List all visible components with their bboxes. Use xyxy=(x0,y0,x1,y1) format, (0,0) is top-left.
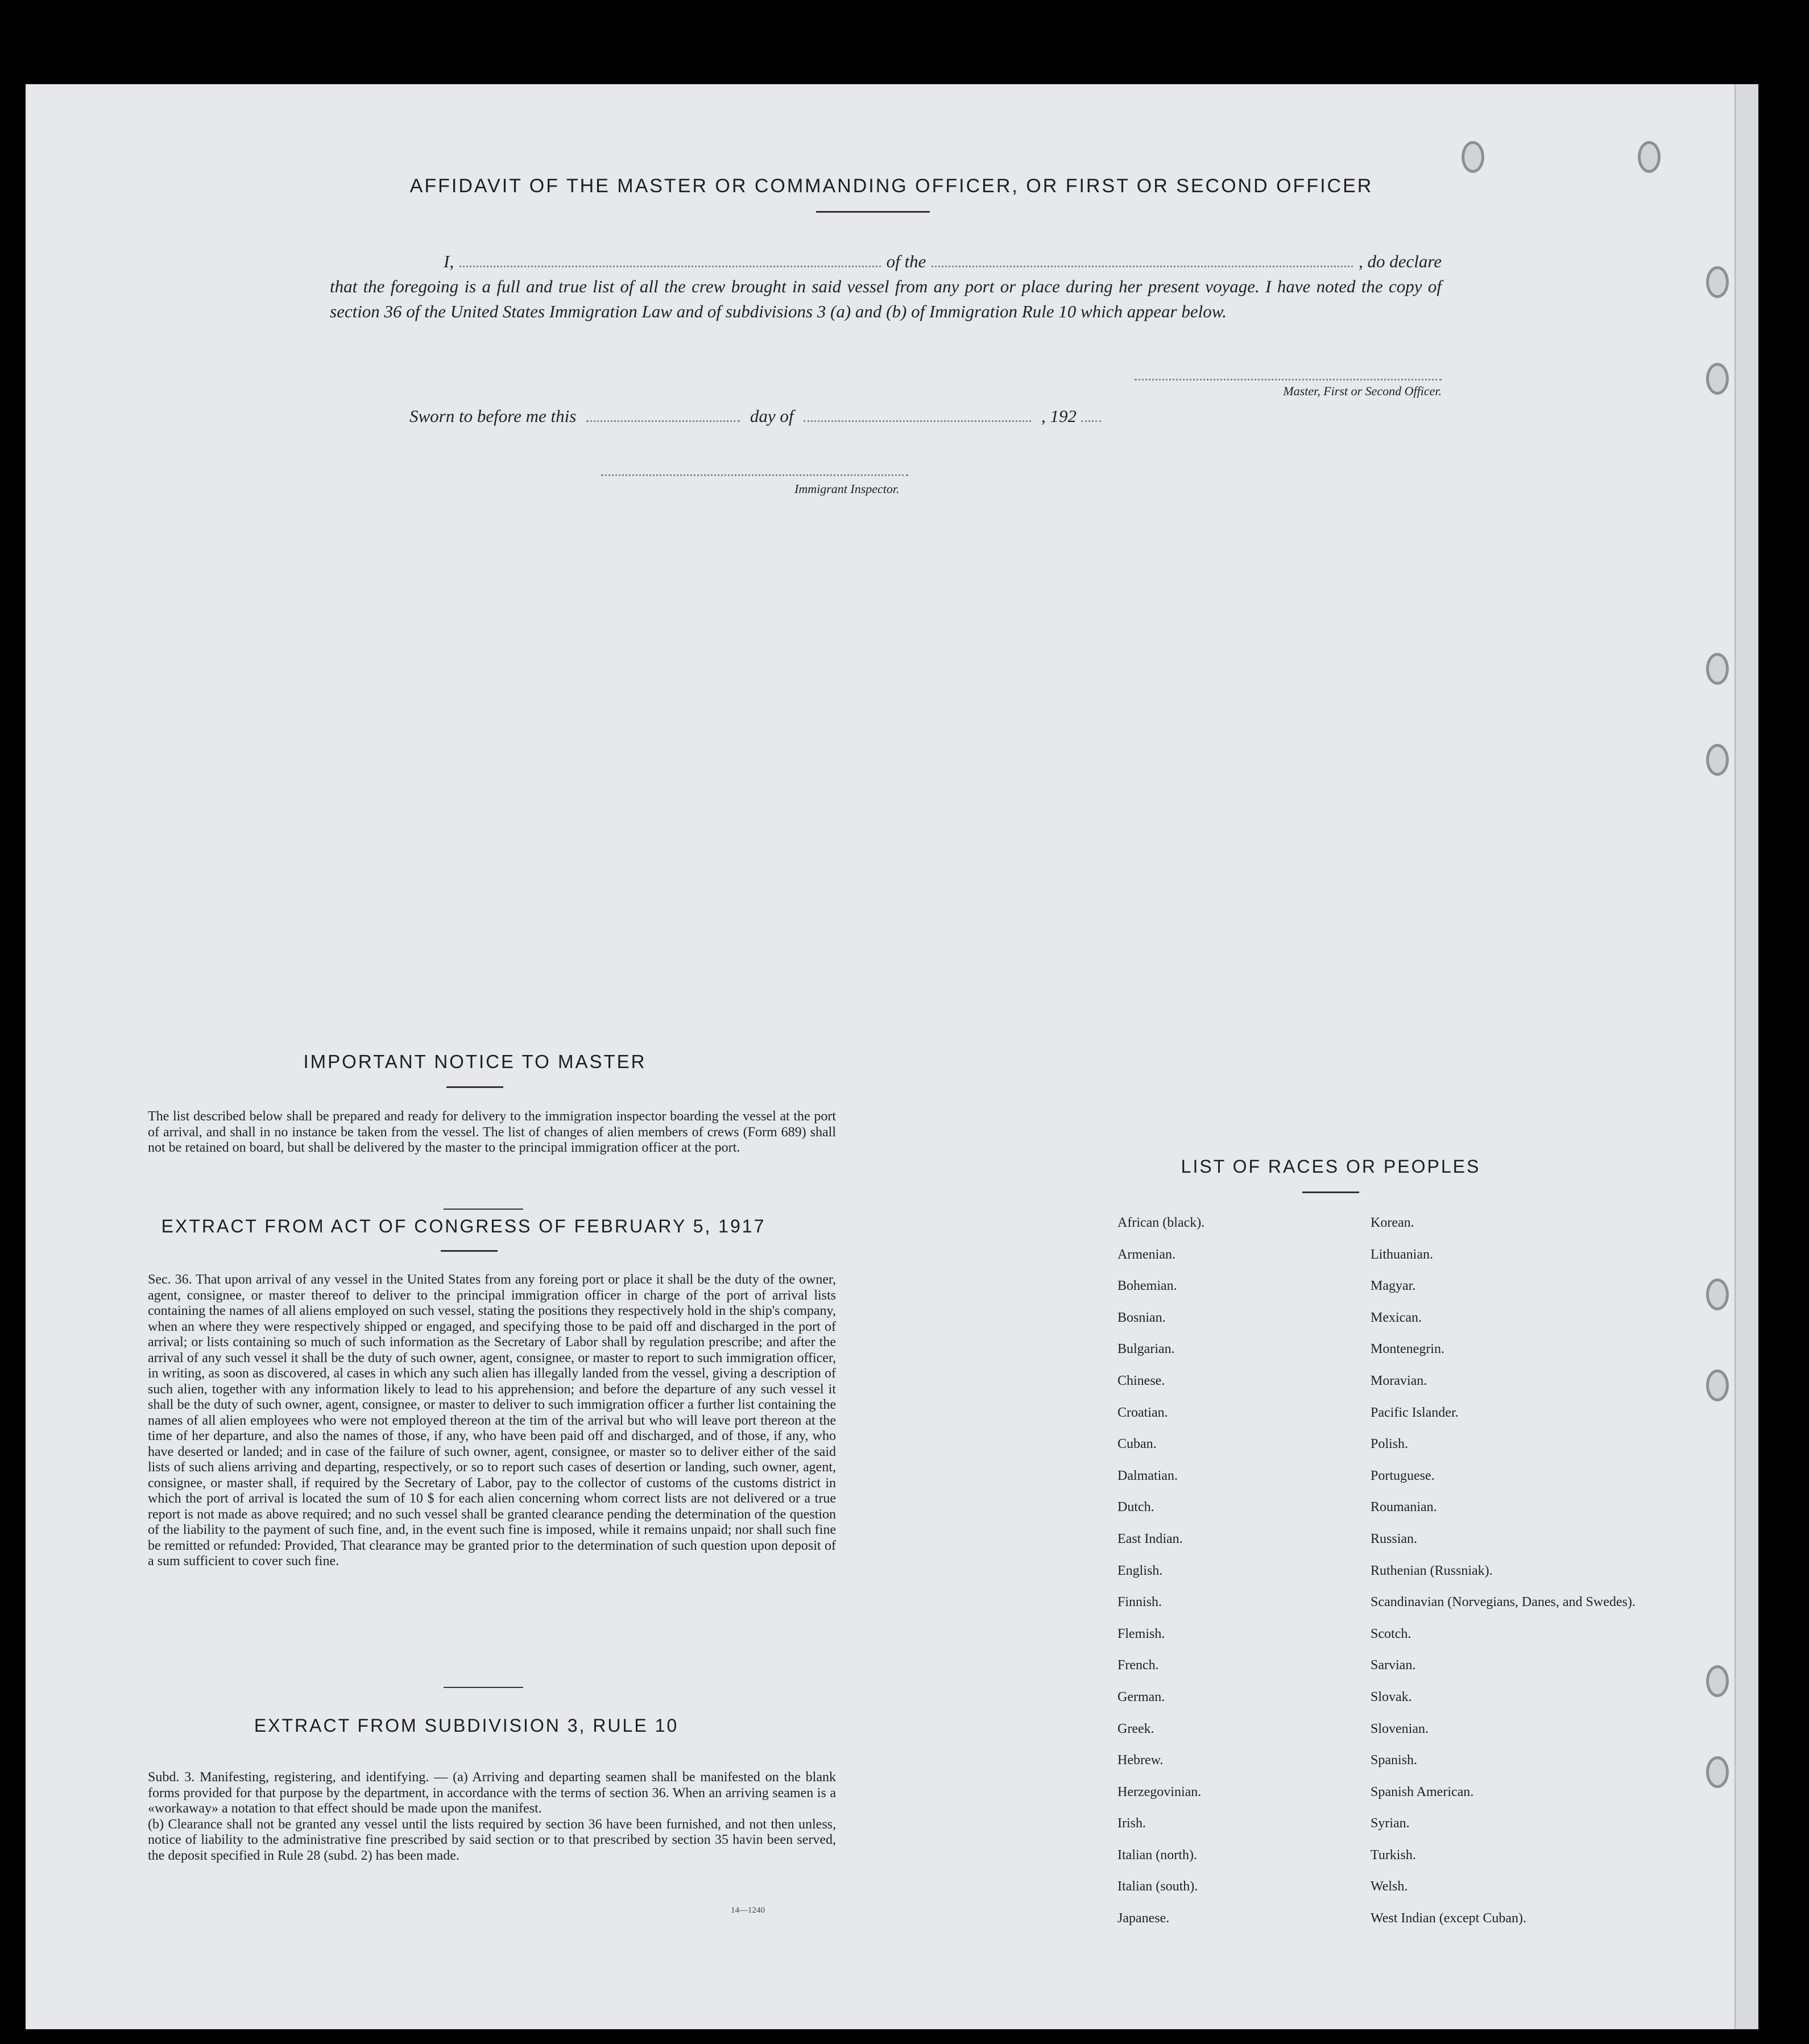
race-item: Pacific Islander. xyxy=(1371,1405,1459,1420)
vessel-prefix: of the xyxy=(886,251,926,271)
inspector-signature-blank xyxy=(601,470,908,476)
signer-label: Master, First or Second Officer. xyxy=(1283,384,1442,398)
race-item: Slovenian. xyxy=(1371,1721,1429,1736)
race-item: Greek. xyxy=(1117,1721,1154,1736)
race-item: Turkish. xyxy=(1371,1847,1416,1863)
act-extract-text: Sec. 36. That upon arrival of any vessel in the United States from any foreing port or place it shall be the duty of the owner, agent, consignee, or master thereof to deliver to the principal immigration officer in charge of the port of arrival lists containing the names of all aliens employed on such vessel, stating the positions they respectively hold in the ship's company, when an where they were respectively shipped or engaged, and specifying those to be paid off and discharged in the port of arrival; or lists containing so much of such information as the Secretary of Labor shall by regulation prescribe; and after the arrival of any such vessel it shall be the duty of such owner, agent, consignee, or master to report to such immigration officer, in writing, as soon as discovered, al cases in which any such alien has illegally landed from the vessel, giving a description of such alien, together with any information likely to lead to his apprehension; and before the departure of any such vessel it shall be the duty of such owner, agent, consignee, or master to deliver to such immigration officer a further list containing the names of all alien employees who were not employed thereon at the tim of the arrival but who will leave port thereon at the time of her departure, and also the names of those, if any, who have been paid off and discharged, and of those, if any, who have deserted or landed; and in case of the failure of such owner, agent, consignee, or master so to deliver either of the said lists of such aliens arriving and departing, respectively, or so to report such cases of desertion or landing, such owner, agent, consignee, or master shall, if required by the Secretary of Labor, pay to the collector of customs of the customs district in which the port of arrival is located the sum of 10 $ for each alien concerning whom correct lists are not delivered or a true report is not made as above required; and no such vessel shall be granted clearance pending the determination of the question of the liability to the payment of such fine, and, in the event such fine is imposed, while it remains unpaid; nor shall such fine be remitted or refunded: Provided, That clearance may be granted prior to the determination of such question upon deposit of a sum sufficient to cover such fine. xyxy=(148,1272,836,1569)
race-item: Herzegovinian. xyxy=(1117,1784,1202,1799)
rule-extract-title: EXTRACT FROM SUBDIVISION 3, RULE 10 xyxy=(254,1715,679,1736)
rule-extract-text xyxy=(148,1770,836,1864)
race-item: Lithuanian. xyxy=(1371,1247,1433,1262)
notice-title: IMPORTANT NOTICE TO MASTER xyxy=(303,1051,647,1072)
rule-subdivision-a: Subd. 3. Manifesting, registering, and identifying. — (a) Arriving and departing seamen shall be manifested on the blank forms provided for that purpose by the department, in accordance with the terms of section 36. When an arriving seamen is a «workaway» a notation to that effect should be made upon the manifest. xyxy=(148,1770,836,1816)
binding-hole xyxy=(1638,141,1661,173)
vessel-name-blank xyxy=(932,261,1353,267)
races-list-right xyxy=(1371,1215,1655,1943)
race-item: Dalmatian. xyxy=(1117,1468,1178,1483)
affidavit-title: AFFIDAVIT OF THE MASTER OR COMMANDING OFFICER, OR FIRST OR SECOND OFFICER xyxy=(409,175,1373,197)
declarant-prefix: I, xyxy=(444,251,454,271)
binding-hole xyxy=(1706,653,1729,685)
race-item: Bulgarian. xyxy=(1117,1342,1175,1357)
race-item: Ruthenian (Russniak). xyxy=(1371,1563,1493,1578)
sworn-year-blank xyxy=(1081,416,1101,422)
race-item: Italian (south). xyxy=(1117,1879,1198,1894)
race-item: West Indian (except Cuban). xyxy=(1371,1911,1526,1926)
sworn-line xyxy=(409,406,1101,427)
binding-hole xyxy=(1706,1665,1729,1697)
declaration-line xyxy=(330,249,1442,274)
race-item: Mexican. xyxy=(1371,1310,1422,1325)
race-item: Japanese. xyxy=(1117,1911,1170,1926)
race-item: Italian (north). xyxy=(1117,1847,1197,1863)
race-item: Polish. xyxy=(1371,1437,1409,1452)
affidavit-body xyxy=(330,249,1442,324)
act-extract-title: EXTRACT FROM ACT OF CONGRESS OF FEBRUARY 5, 1917 xyxy=(161,1216,766,1236)
race-item: Portuguese. xyxy=(1371,1468,1435,1483)
race-item: Slovak. xyxy=(1371,1689,1412,1704)
signature-blank xyxy=(1135,374,1442,380)
act-title-underline xyxy=(441,1250,498,1252)
affidavit-statement: that the foregoing is a full and true list of all the crew brought in said vessel from any port or place during her present voyage. I have noted the copy of section 36 of the United States Immigration Law and of subdivisions 3 (a) and (b) of Immigration Rule 10 which appear below. xyxy=(330,276,1442,321)
binding-hole xyxy=(1706,1278,1729,1310)
inspector-block xyxy=(601,470,942,496)
race-item: German. xyxy=(1117,1689,1165,1704)
notice-text: The list described below shall be prepared and ready for delivery to the immigration inspector boarding the vessel at the port of arrival, and shall in no instance be taken from the vessel. The list of changes of alien members of crews (Form 689) shall not be retained on board, but shall be delivered by the master to the principal immigration officer at the port. xyxy=(148,1109,836,1155)
race-item: Spanish. xyxy=(1371,1753,1418,1768)
race-item: Dutch. xyxy=(1117,1500,1154,1515)
page-edge xyxy=(1735,84,1758,2029)
race-item: Syrian. xyxy=(1371,1816,1410,1831)
races-list-left xyxy=(1117,1215,1356,1943)
race-item: Cuban. xyxy=(1117,1437,1157,1452)
section-divider xyxy=(444,1687,523,1688)
race-item: Welsh. xyxy=(1371,1879,1408,1894)
title-underline xyxy=(816,211,930,213)
sworn-day-of: day of xyxy=(750,406,794,426)
race-item: French. xyxy=(1117,1658,1159,1673)
race-item: Flemish. xyxy=(1117,1626,1165,1641)
race-item: Hebrew. xyxy=(1117,1753,1164,1768)
race-item: Montenegrin. xyxy=(1371,1342,1444,1357)
sworn-day-blank xyxy=(586,416,740,422)
race-item: Irish. xyxy=(1117,1816,1146,1831)
notice-underline xyxy=(446,1086,503,1088)
race-item: Roumanian. xyxy=(1371,1500,1437,1515)
race-item: Spanish American. xyxy=(1371,1784,1474,1799)
document-page xyxy=(26,84,1757,2029)
section-divider xyxy=(444,1209,523,1210)
races-title: LIST OF RACES OR PEOPLES xyxy=(1181,1156,1481,1177)
declare-suffix: , do declare xyxy=(1358,251,1442,271)
race-item: Scotch. xyxy=(1371,1626,1411,1641)
race-item: Sarvian. xyxy=(1371,1658,1416,1673)
declarant-name-blank xyxy=(460,261,881,267)
races-title-underline xyxy=(1302,1191,1359,1193)
race-item: Magyar. xyxy=(1371,1278,1416,1294)
race-item: Bohemian. xyxy=(1117,1278,1177,1294)
sworn-prefix: Sworn to before me this xyxy=(409,406,577,426)
race-item: Scandinavian (Norvegians, Danes, and Swedes). xyxy=(1371,1595,1636,1610)
race-item: Russian. xyxy=(1371,1531,1418,1546)
race-item: English. xyxy=(1117,1563,1163,1578)
binding-hole xyxy=(1706,744,1729,776)
race-item: Armenian. xyxy=(1117,1247,1175,1262)
inspector-label: Immigrant Inspector. xyxy=(794,482,900,496)
form-number: 14—1240 xyxy=(731,1906,765,1915)
race-item: East Indian. xyxy=(1117,1531,1183,1546)
binding-hole xyxy=(1706,1369,1729,1401)
race-item: Finnish. xyxy=(1117,1595,1162,1610)
race-item: African (black). xyxy=(1117,1215,1205,1230)
race-item: Croatian. xyxy=(1117,1405,1168,1420)
binding-hole xyxy=(1706,1756,1729,1788)
rule-subdivision-b: (b) Clearance shall not be granted any vessel until the lists required by section 36 have been furnished, and not then unless, notice of liability to the administrative fine prescribed by said section or to that prescribed by section 35 havin been served, the deposit specified in Rule 28 (subd. 2) has been made. xyxy=(148,1817,836,1863)
binding-hole xyxy=(1706,266,1729,298)
race-item: Bosnian. xyxy=(1117,1310,1166,1325)
binding-hole xyxy=(1462,141,1484,173)
race-item: Moravian. xyxy=(1371,1373,1427,1388)
race-item: Chinese. xyxy=(1117,1373,1165,1388)
race-item: Korean. xyxy=(1371,1215,1414,1230)
sworn-month-blank xyxy=(804,416,1031,422)
signer-block xyxy=(1106,374,1442,399)
binding-hole xyxy=(1706,363,1729,395)
sworn-year: , 192 xyxy=(1041,406,1077,426)
